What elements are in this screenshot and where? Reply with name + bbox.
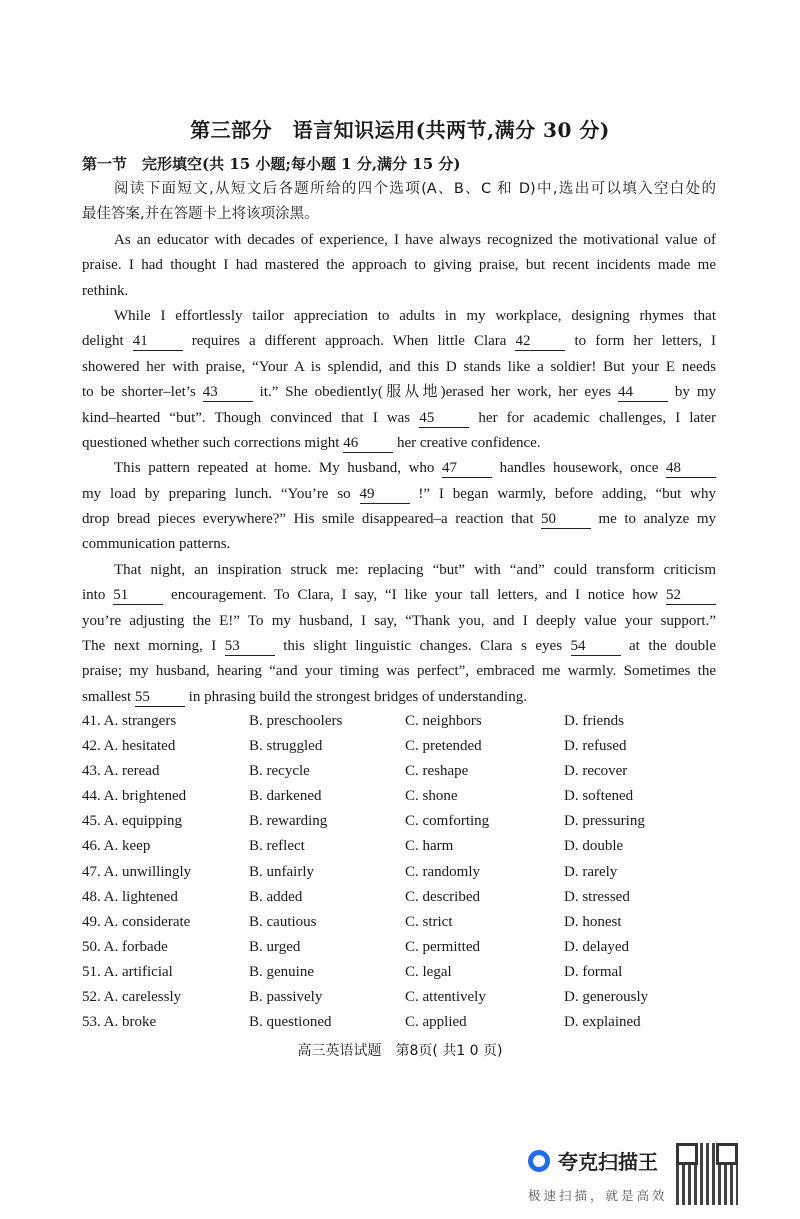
option-B: B. rewarding (249, 813, 328, 830)
blank-45: 45 (419, 409, 469, 428)
passage-line (82, 685, 716, 710)
answer-options (82, 709, 722, 1035)
quark-logo-icon (528, 1150, 550, 1172)
option-B: B. cautious (249, 913, 317, 930)
option-B: B. struggled (249, 738, 323, 755)
option-B: B. reflect (249, 838, 305, 855)
part-title: 第三部分 语言知识运用(共两节,满分 30 分) (190, 118, 610, 142)
passage-text: this slight linguistic changes. Clara s eyes (274, 638, 571, 655)
option-A: 46. A. keep (82, 838, 151, 855)
option-A: 43. A. reread (82, 763, 160, 780)
passage-line (82, 329, 716, 354)
passage-text: rethink. (82, 282, 129, 299)
option-A: 42. A. hesitated (82, 738, 176, 755)
passage-text: communication patterns. (82, 536, 231, 553)
option-B: B. genuine (249, 963, 314, 980)
option-row (82, 935, 722, 960)
blank-41: 41 (133, 332, 183, 351)
passage-text: The next morning, I (82, 638, 225, 655)
passage-text: at the double (620, 638, 716, 655)
brand-slogan: 极速扫描，就是高效 (528, 1188, 668, 1203)
option-C: C. strict (405, 913, 453, 930)
blank-53: 53 (225, 637, 275, 656)
option-D: D. explained (564, 1014, 641, 1031)
option-B: B. darkened (249, 788, 322, 805)
passage-text: into (82, 587, 114, 604)
passage-text: That night, an inspiration struck me: replacing “but” with “and” could transform criticism (114, 561, 716, 578)
cloze-passage (82, 177, 716, 710)
blank-47: 47 (442, 459, 492, 478)
passage-line (82, 177, 716, 202)
passage-text: praise. I had thought I had mastered the approach to giving praise, but recent incidents made me (82, 257, 716, 274)
option-C: C. described (405, 888, 480, 905)
passage-line (82, 583, 716, 608)
passage-line (82, 456, 716, 481)
option-C: C. randomly (405, 863, 480, 880)
option-B: B. unfairly (249, 863, 314, 880)
option-A: 52. A. carelessly (82, 989, 182, 1006)
option-D: D. double (564, 838, 624, 855)
passage-text: delight (82, 333, 133, 350)
option-D: D. rarely (564, 863, 618, 880)
passage-line (82, 431, 716, 456)
option-row (82, 709, 722, 734)
passage-text: you’re adjusting the E!” To my husband, I say, “Thank you, and I deeply value your support.” (82, 612, 716, 629)
option-C: C. comforting (405, 813, 490, 830)
passage-text: questioned whether such corrections might (82, 434, 344, 451)
passage-text: it.” She obediently(服从地)erased her work, her eyes (252, 384, 618, 401)
option-C: C. applied (405, 1014, 467, 1031)
option-A: 48. A. lightened (82, 888, 178, 905)
option-C: C. harm (405, 838, 454, 855)
passage-line (82, 228, 716, 253)
option-B: B. preschoolers (249, 713, 343, 729)
option-C: C. reshape (405, 763, 469, 780)
option-C: C. shone (405, 788, 458, 805)
passage-text: by my (668, 384, 716, 401)
option-D: D. honest (564, 913, 622, 930)
option-row (82, 809, 722, 834)
option-B: B. passively (249, 989, 323, 1006)
scanner-watermark (528, 1146, 658, 1175)
option-A: 53. A. broke (82, 1014, 157, 1031)
option-B: B. recycle (249, 763, 310, 780)
option-row (82, 834, 722, 859)
passage-text: encouragement. To Clara, I say, “I like your tall letters, and I notice how (163, 587, 666, 604)
section-heading: 第一节 完形填空(共 15 小题;每小题 1 分,满分 15 分) (82, 155, 461, 173)
passage-text: 阅读下面短文,从短文后各题所给的四个选项(A、B、C 和 D)中,选出可以填入空白处的 (114, 181, 716, 197)
passage-line (82, 634, 716, 659)
passage-text: in phrasing build the strongest bridges of understanding. (184, 688, 527, 705)
passage-line (82, 507, 716, 532)
passage-text: to form her letters, I (565, 333, 716, 350)
passage-line (82, 304, 716, 329)
option-row (82, 1010, 722, 1035)
option-A: 49. A. considerate (82, 913, 191, 930)
passage-text: requires a different approach. When little Clara (182, 333, 516, 350)
option-A: 41. A. strangers (82, 713, 177, 729)
passage-text: me to analyze my (591, 511, 716, 528)
passage-line (82, 380, 716, 405)
option-row (82, 910, 722, 935)
passage-line (82, 355, 716, 380)
passage-line (82, 659, 716, 684)
blank-55: 55 (135, 688, 185, 707)
passage-text: praise; my husband, hearing “and your timing was perfect”, embraced me warmly. Sometimes the (82, 663, 716, 680)
passage-line (82, 406, 716, 431)
passage-text: kind–hearted “but”. Though convinced that I was (82, 409, 420, 426)
option-B: B. questioned (249, 1014, 332, 1031)
option-D: D. softened (564, 788, 634, 805)
option-row (82, 759, 722, 784)
blank-48: 48 (666, 459, 716, 478)
passage-text: her creative confidence. (393, 434, 541, 451)
option-D: D. friends (564, 713, 624, 729)
passage-text: 最佳答案,并在答题卡上将该项涂黑。 (82, 206, 319, 223)
passage-line (82, 609, 716, 634)
option-D: D. delayed (564, 938, 629, 955)
blank-54: 54 (571, 637, 621, 656)
option-D: D. stressed (564, 888, 630, 905)
option-row (82, 860, 722, 885)
passage-line (82, 482, 716, 507)
blank-42: 42 (515, 332, 565, 351)
blank-51: 51 (113, 586, 163, 605)
option-A: 51. A. artificial (82, 963, 173, 980)
option-D: D. generously (564, 989, 649, 1006)
option-row (82, 784, 722, 809)
option-D: D. recover (564, 763, 628, 780)
option-C: C. permitted (405, 938, 480, 955)
option-row (82, 985, 722, 1010)
option-row (82, 885, 722, 910)
blank-49: 49 (360, 485, 410, 504)
option-C: C. pretended (405, 738, 482, 755)
option-A: 47. A. unwillingly (82, 863, 192, 880)
option-A: 44. A. brightened (82, 788, 187, 805)
passage-line (82, 279, 716, 304)
option-B: B. added (249, 888, 303, 905)
option-B: B. urged (249, 938, 301, 955)
option-D: D. pressuring (564, 813, 645, 830)
passage-line (82, 558, 716, 583)
blank-46: 46 (343, 434, 393, 453)
blank-44: 44 (618, 383, 668, 402)
brand-name: 夸克扫描王 (558, 1150, 658, 1174)
passage-text: to be shorter–let’s (82, 384, 203, 401)
blank-50: 50 (541, 510, 591, 529)
passage-text: her for academic challenges, I later (469, 409, 716, 426)
passage-line (82, 202, 716, 227)
passage-text: handles housework, once (492, 460, 666, 477)
option-C: C. legal (405, 963, 452, 980)
passage-line (82, 532, 716, 557)
option-C: C. attentively (405, 989, 486, 1006)
qr-code-icon (676, 1143, 738, 1205)
blank-52: 52 (666, 586, 716, 605)
option-C: C. neighbors (405, 713, 482, 729)
passage-text: While I effortlessly tailor appreciation to adults in my workplace, designing rhymes that (114, 307, 716, 324)
passage-text: showered her with praise, “Your A is splendid, and this D stands like a soldier! But your E needs (82, 358, 716, 375)
passage-text: smallest (82, 688, 135, 705)
passage-text: As an educator with decades of experience, I have always recognized the motivational value of (114, 231, 716, 248)
option-D: D. formal (564, 963, 623, 980)
page-footer: 高三英语试题 第8页( 共1 0 页) (297, 1043, 503, 1059)
passage-text: This pattern repeated at home. My husband, who (114, 460, 442, 477)
option-A: 50. A. forbade (82, 938, 168, 955)
blank-43: 43 (203, 383, 253, 402)
passage-text: drop bread pieces everywhere?” His smile disappeared–a reaction that (82, 511, 542, 528)
option-row (82, 734, 722, 759)
passage-text: !” I began warmly, before adding, “but why (409, 485, 716, 502)
option-D: D. refused (564, 738, 627, 755)
option-A: 45. A. equipping (82, 813, 182, 830)
option-row (82, 960, 722, 985)
passage-line (82, 253, 716, 278)
passage-text: my load by preparing lunch. “You’re so (82, 485, 360, 502)
